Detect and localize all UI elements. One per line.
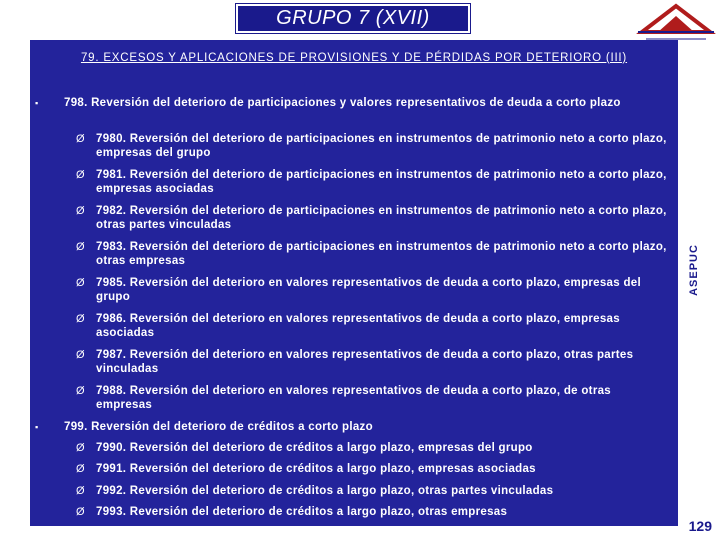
section-subtitle: 79. EXCESOS Y APLICACIONES DE PROVISIONES Y DE PÉRDIDAS POR DETERIORO (III): [80, 52, 628, 64]
list-item-798: [35, 96, 664, 110]
list-item-7988: [76, 384, 668, 412]
list-item-label: 7985. Reversión del deterioro en valores representativos de deuda a corto plazo, empresas del grupo: [96, 277, 641, 303]
list-item-label: 7987. Reversión del deterioro en valores representativos de deuda a corto plazo, otras partes vinculadas: [96, 349, 634, 375]
arrow-bullet-icon: Ø: [76, 442, 85, 454]
square-bullet-icon: ▪: [35, 422, 39, 432]
square-bullet-icon: ▪: [35, 98, 39, 108]
list-item-7985: [76, 276, 668, 304]
list-item-label: 798. Reversión del deterioro de participaciones y valores representativos de deuda a corto plazo: [64, 97, 621, 109]
sidebar-label: ASEPUC: [688, 244, 700, 296]
list-item-label: 7983. Reversión del deterioro de participaciones en instrumentos de patrimonio neto a corto plazo, otras empresas: [96, 241, 667, 267]
list-item-7980: [76, 132, 668, 160]
list-item-799: [35, 420, 664, 434]
list-item-7986: [76, 312, 668, 340]
list-item-label: 7986. Reversión del deterioro en valores representativos de deuda a corto plazo, empresas asociadas: [96, 313, 620, 339]
list-item-label: 7990. Reversión del deterioro de créditos a largo plazo, empresas del grupo: [96, 442, 533, 454]
arrow-bullet-icon: Ø: [76, 133, 85, 145]
arrow-bullet-icon: Ø: [76, 349, 85, 361]
list-item-7990: [76, 441, 668, 455]
list-item-7992: [76, 484, 668, 498]
slide-title: GRUPO 7 (XVII): [236, 4, 470, 33]
arrow-bullet-icon: Ø: [76, 385, 85, 397]
arrow-bullet-icon: Ø: [76, 205, 85, 217]
arrow-bullet-icon: Ø: [76, 241, 85, 253]
list-item-7993: [76, 505, 668, 519]
list-item-7982: [76, 204, 668, 232]
list-item-label: 7981. Reversión del deterioro de participaciones en instrumentos de patrimonio neto a corto plazo, empresas asociadas: [96, 169, 667, 195]
arrow-bullet-icon: Ø: [76, 463, 85, 475]
list-item-7981: [76, 168, 668, 196]
list-item-7983: [76, 240, 668, 268]
arrow-bullet-icon: Ø: [76, 313, 85, 325]
content-panel: [30, 40, 678, 526]
list-item-label: 7988. Reversión del deterioro en valores representativos de deuda a corto plazo, de otras empresas: [96, 385, 611, 411]
arrow-bullet-icon: Ø: [76, 485, 85, 497]
arrow-bullet-icon: Ø: [76, 277, 85, 289]
arrow-bullet-icon: Ø: [76, 169, 85, 181]
arrow-bullet-icon: Ø: [76, 506, 85, 518]
list-item-label: 7980. Reversión del deterioro de participaciones en instrumentos de patrimonio neto a corto plazo, empresas del grupo: [96, 133, 667, 159]
list-item-label: 7991. Reversión del deterioro de créditos a largo plazo, empresas asociadas: [96, 463, 536, 475]
list-item-label: 799. Reversión del deterioro de créditos a corto plazo: [64, 421, 373, 433]
list-item-label: 7993. Reversión del deterioro de créditos a largo plazo, otras empresas: [96, 506, 508, 518]
list-item-7987: [76, 348, 668, 376]
list-item-7991: [76, 462, 668, 476]
page-number: 129: [688, 518, 712, 534]
list-item-label: 7992. Reversión del deterioro de créditos a largo plazo, otras partes vinculadas: [96, 485, 554, 497]
list-item-label: 7982. Reversión del deterioro de participaciones en instrumentos de patrimonio neto a corto plazo, otras partes vinculadas: [96, 205, 667, 231]
